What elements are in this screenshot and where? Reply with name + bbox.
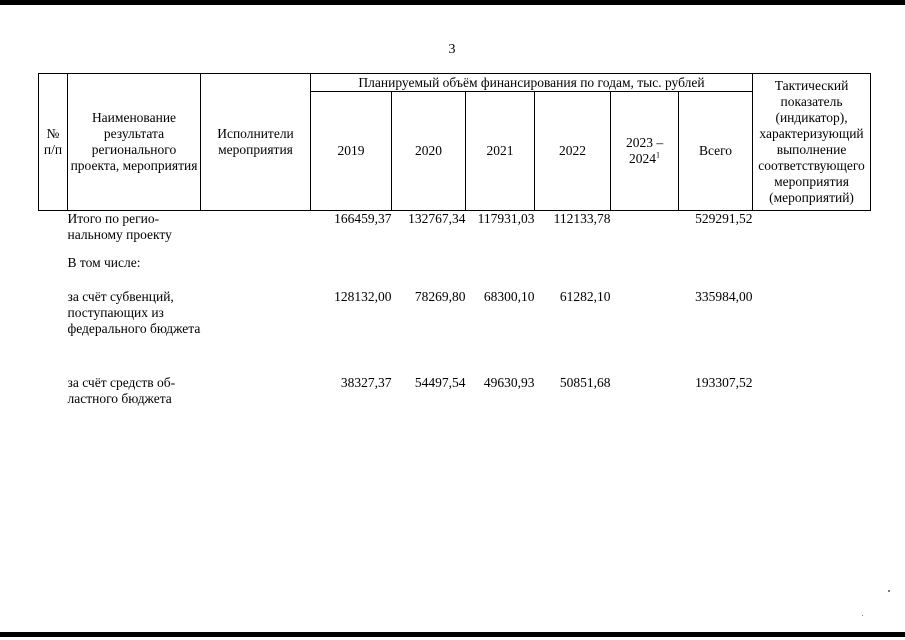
cell-2022 xyxy=(535,255,611,289)
header-year-2022: 2022 xyxy=(535,92,611,211)
row-name: Итого по регио- нальному проекту xyxy=(67,211,172,242)
scan-speck xyxy=(862,615,863,616)
cell-total: 529291,52 xyxy=(695,211,753,226)
cell-2023-2024 xyxy=(611,289,679,375)
footnote-marker: 1 xyxy=(656,150,660,160)
page-number: 3 xyxy=(448,42,456,57)
header-number: № п/п xyxy=(39,74,68,211)
row-name: за счёт средств об- ластного бюджета xyxy=(67,374,176,406)
cell-2022: 61282,10 xyxy=(559,288,611,304)
cell-2023-2024 xyxy=(611,255,679,289)
row-name: за счёт субвенций, поступающих из федерального бюджета xyxy=(67,288,201,336)
cell-2021 xyxy=(466,255,535,289)
cell-2019: 38327,37 xyxy=(340,374,392,390)
cell-2021: 49630,93 xyxy=(483,374,535,390)
financing-table xyxy=(38,73,871,415)
header-name: Наименование результата регионального проекта, мероприятия xyxy=(68,74,201,211)
cell-2022: 112133,78 xyxy=(553,211,611,226)
table-row xyxy=(39,289,871,375)
cell-2023-2024 xyxy=(611,211,679,255)
cell-2020: 54497,54 xyxy=(414,374,466,390)
cell-2021: 68300,10 xyxy=(483,288,535,304)
header-executors: Исполнители мероприятия xyxy=(201,74,311,211)
table-row xyxy=(39,211,871,255)
table-header-row xyxy=(39,74,871,92)
table-row xyxy=(39,255,871,289)
cell-2023-2024 xyxy=(611,375,679,415)
header-total: Всего xyxy=(679,92,753,211)
header-year-2019: 2019 xyxy=(311,92,392,211)
top-border-rule xyxy=(0,0,905,5)
cell-2020 xyxy=(392,255,466,289)
cell-2019: 166459,37 xyxy=(334,211,392,226)
header-year-2021: 2021 xyxy=(466,92,535,211)
header-planned-financing: Планируемый объём финансирования по годам, тыс. рублей xyxy=(311,74,753,92)
row-name: В том числе: xyxy=(67,254,141,270)
cell-2019: 128132,00 xyxy=(334,288,392,304)
header-year-2023: 2023 – xyxy=(625,135,664,150)
header-year-2024: 2024 xyxy=(629,151,656,166)
cell-total: 193307,52 xyxy=(695,374,753,390)
cell-2022: 50851,68 xyxy=(559,374,611,390)
bottom-border-rule xyxy=(0,632,905,637)
cell-2019 xyxy=(311,255,392,289)
cell-2021: 117931,03 xyxy=(477,211,535,226)
header-indicator: Тактический показатель (индикатор), характеризующий выполнение соответствующего мероприятия (мероприятий) xyxy=(753,74,871,211)
header-year-2020: 2020 xyxy=(392,92,466,211)
cell-2020: 132767,34 xyxy=(408,211,466,226)
cell-total xyxy=(679,255,753,289)
header-year-2023-2024 xyxy=(611,92,679,211)
cell-2020: 78269,80 xyxy=(414,288,466,304)
scan-speck xyxy=(888,590,890,592)
table-row xyxy=(39,375,871,415)
cell-total: 335984,00 xyxy=(695,288,753,304)
